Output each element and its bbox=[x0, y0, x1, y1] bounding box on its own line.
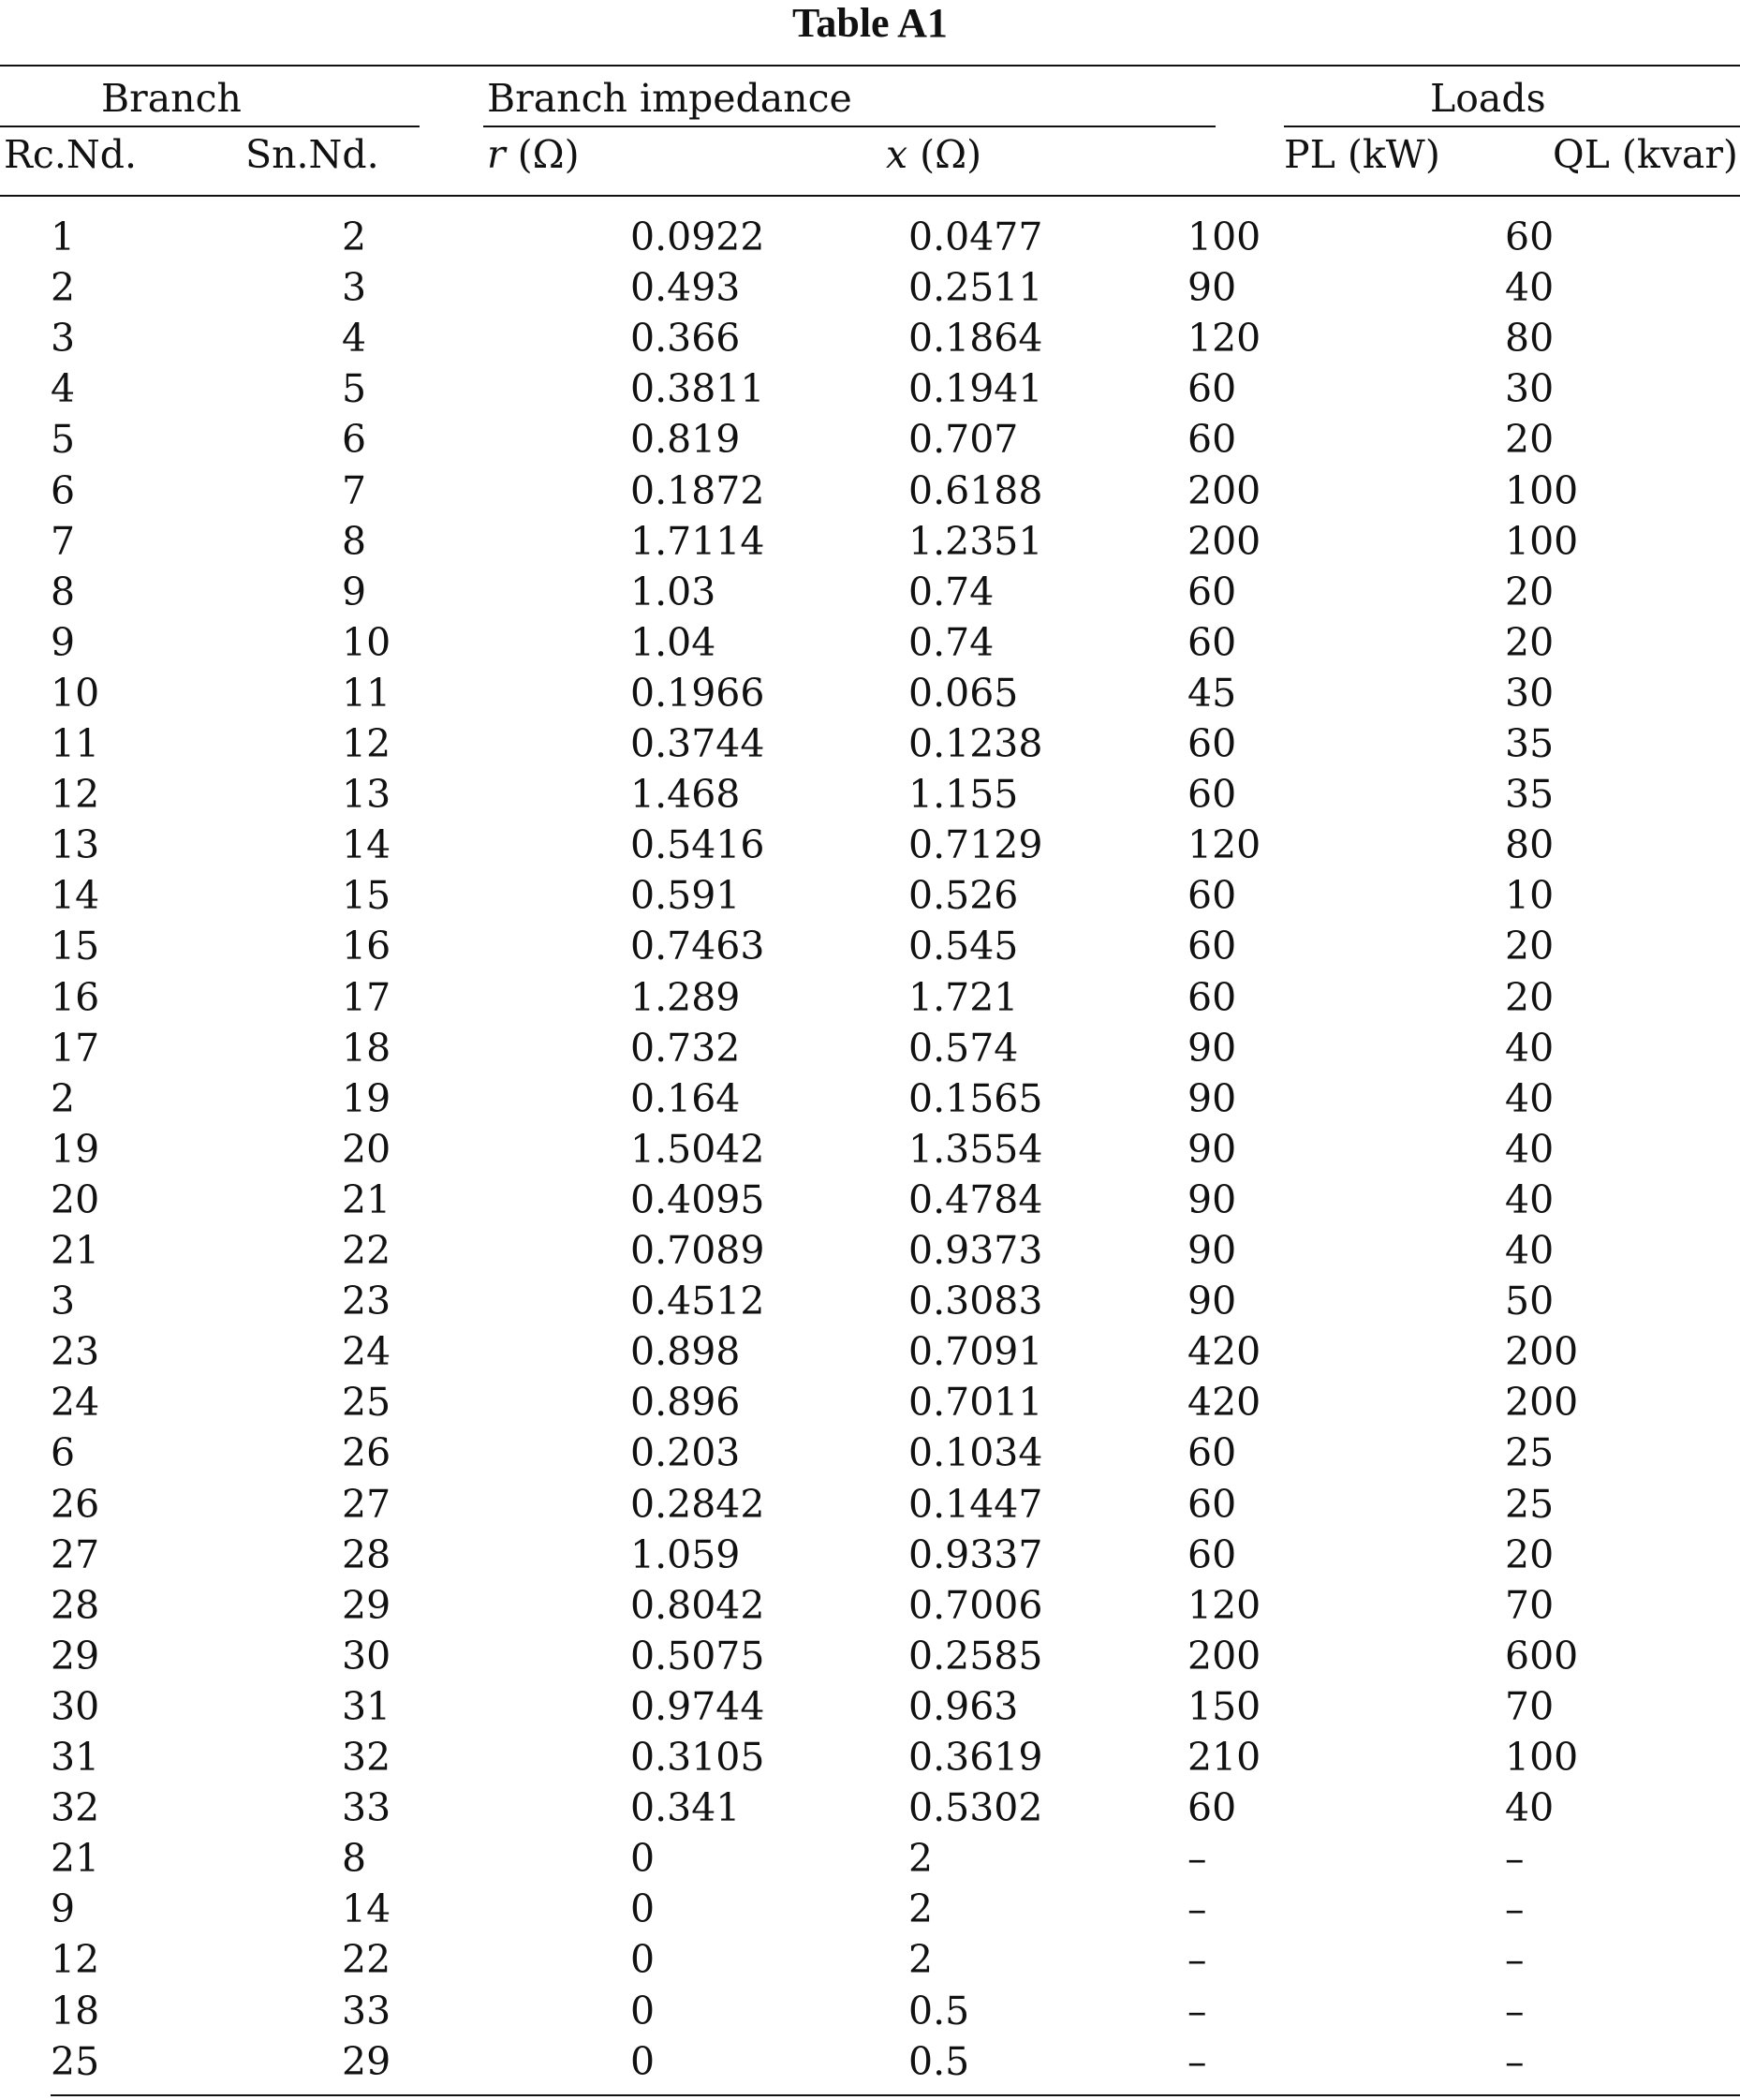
table-row bbox=[0, 820, 1740, 870]
resistance-cell: 0.3105 bbox=[630, 1735, 765, 1780]
reactive-load-cell: 30 bbox=[1505, 366, 1555, 411]
resistance-header bbox=[487, 131, 580, 178]
reactance-cell: 0.5 bbox=[908, 2039, 970, 2084]
reactance-cell: 0.1034 bbox=[908, 1430, 1043, 1475]
sending-node-cell: 31 bbox=[342, 1684, 391, 1729]
table-row bbox=[0, 1631, 1740, 1681]
active-load-cell: 90 bbox=[1187, 1177, 1237, 1222]
sending-node-cell: 4 bbox=[342, 316, 367, 361]
active-load-cell: 120 bbox=[1187, 316, 1261, 361]
impedance-group-header: Branch impedance bbox=[487, 76, 852, 121]
table-row bbox=[0, 363, 1740, 414]
reactive-load-cell: 20 bbox=[1505, 417, 1555, 462]
resistance-cell: 0.5075 bbox=[630, 1634, 765, 1679]
resistance-cell: 0.7089 bbox=[630, 1228, 765, 1273]
reactive-load-cell: 200 bbox=[1505, 1380, 1579, 1425]
table-row bbox=[0, 1681, 1740, 1732]
active-load-cell: 60 bbox=[1187, 975, 1237, 1020]
sending-node-cell: 17 bbox=[342, 975, 391, 1020]
branch-group-rule bbox=[0, 126, 420, 127]
reactance-cell: 0.3083 bbox=[908, 1279, 1043, 1324]
resistance-cell: 0.3744 bbox=[630, 721, 765, 766]
receiving-node-cell: 29 bbox=[51, 1634, 100, 1679]
reactance-cell: 0.6188 bbox=[908, 468, 1043, 513]
resistance-cell: 0.591 bbox=[630, 873, 741, 918]
reactance-cell: 0.2511 bbox=[908, 265, 1043, 310]
active-load-cell: 90 bbox=[1187, 1076, 1237, 1121]
table-row bbox=[0, 1986, 1740, 2036]
receiving-node-cell: 15 bbox=[51, 924, 100, 969]
active-load-cell: 90 bbox=[1187, 265, 1237, 310]
reactance-cell: 0.1447 bbox=[908, 1482, 1043, 1527]
active-load-cell: 60 bbox=[1187, 1482, 1237, 1527]
sending-node-cell: 19 bbox=[342, 1076, 391, 1121]
active-load-cell: 60 bbox=[1187, 721, 1237, 766]
receiving-node-cell: 12 bbox=[51, 772, 100, 817]
reactance-cell: 0.5302 bbox=[908, 1785, 1043, 1830]
reactive-load-cell: 35 bbox=[1505, 721, 1555, 766]
reactance-cell: 0.9373 bbox=[908, 1228, 1043, 1273]
receiving-node-cell: 6 bbox=[51, 1430, 76, 1475]
sending-node-cell: 8 bbox=[342, 519, 367, 564]
active-load-cell: 45 bbox=[1187, 671, 1237, 716]
sending-node-cell: 11 bbox=[342, 671, 391, 716]
table-row bbox=[0, 1124, 1740, 1175]
reactance-cell: 2 bbox=[908, 1836, 934, 1881]
receiving-node-cell: 23 bbox=[51, 1329, 100, 1374]
resistance-cell: 0.732 bbox=[630, 1026, 741, 1071]
reactance-cell: 0.7129 bbox=[908, 822, 1043, 867]
resistance-cell: 1.468 bbox=[630, 772, 741, 817]
active-load-cell: 200 bbox=[1187, 468, 1261, 513]
table-row bbox=[0, 1934, 1740, 1985]
table-row bbox=[0, 212, 1740, 262]
active-load-cell: 150 bbox=[1187, 1684, 1261, 1729]
active-load-cell: 200 bbox=[1187, 519, 1261, 564]
receiving-node-cell: 13 bbox=[51, 822, 100, 867]
table-row bbox=[0, 1175, 1740, 1225]
resistance-symbol: r bbox=[487, 132, 506, 177]
reactive-load-cell: 100 bbox=[1505, 468, 1579, 513]
reactance-cell: 0.5 bbox=[908, 1989, 970, 2033]
sending-node-cell: 33 bbox=[342, 1785, 391, 1830]
reactance-cell: 1.155 bbox=[908, 772, 1019, 817]
resistance-cell: 1.289 bbox=[630, 975, 741, 1020]
reactance-cell: 0.0477 bbox=[908, 214, 1043, 259]
sending-node-cell: 14 bbox=[342, 1886, 391, 1931]
reactive-load-cell: 200 bbox=[1505, 1329, 1579, 1374]
loads-group-rule bbox=[1284, 126, 1740, 127]
sending-node-cell: 26 bbox=[342, 1430, 391, 1475]
sending-node-cell: 10 bbox=[342, 620, 391, 665]
sending-node-cell: 27 bbox=[342, 1482, 391, 1527]
reactive-load-cell: 40 bbox=[1505, 265, 1555, 310]
reactance-cell: 0.9337 bbox=[908, 1532, 1043, 1577]
reactive-load-cell: 40 bbox=[1505, 1785, 1555, 1830]
reactive-load-cell: 60 bbox=[1505, 214, 1555, 259]
sending-node-cell: 8 bbox=[342, 1836, 367, 1881]
active-load-cell: 60 bbox=[1187, 569, 1237, 614]
sending-node-cell: 5 bbox=[342, 366, 367, 411]
sending-node-cell: 14 bbox=[342, 822, 391, 867]
receiving-node-cell: 21 bbox=[51, 1836, 100, 1881]
reactive-load-cell: – bbox=[1505, 2039, 1525, 2084]
reactance-cell: 0.065 bbox=[908, 671, 1019, 716]
reactance-cell: 0.2585 bbox=[908, 1634, 1043, 1679]
receiving-node-cell: 24 bbox=[51, 1380, 100, 1425]
sending-node-cell: 2 bbox=[342, 214, 367, 259]
reactance-cell: 0.74 bbox=[908, 620, 995, 665]
active-load-cell: 60 bbox=[1187, 620, 1237, 665]
resistance-cell: 1.059 bbox=[630, 1532, 741, 1577]
receiving-node-cell: 30 bbox=[51, 1684, 100, 1729]
reactance-cell: 0.4784 bbox=[908, 1177, 1043, 1222]
reactive-load-cell: 40 bbox=[1505, 1228, 1555, 1273]
reactance-cell: 0.7011 bbox=[908, 1380, 1043, 1425]
receiving-node-cell: 9 bbox=[51, 1886, 76, 1931]
resistance-unit: (Ω) bbox=[517, 132, 580, 177]
active-load-cell: 60 bbox=[1187, 924, 1237, 969]
reactive-load-cell: 20 bbox=[1505, 975, 1555, 1020]
sn-node-header: Sn.Nd. bbox=[245, 132, 379, 177]
active-load-cell: – bbox=[1187, 1836, 1207, 1881]
sending-node-cell: 9 bbox=[342, 569, 367, 614]
table-row bbox=[0, 1580, 1740, 1631]
reactance-cell: 2 bbox=[908, 1937, 934, 1982]
reactive-load-cell: 20 bbox=[1505, 1532, 1555, 1577]
resistance-cell: 0.9744 bbox=[630, 1684, 765, 1729]
active-load-cell: – bbox=[1187, 1937, 1207, 1982]
reactance-cell: 0.7091 bbox=[908, 1329, 1043, 1374]
receiving-node-cell: 4 bbox=[51, 366, 76, 411]
table-row bbox=[0, 2036, 1740, 2087]
receiving-node-cell: 11 bbox=[51, 721, 100, 766]
active-load-cell: 60 bbox=[1187, 873, 1237, 918]
table-row bbox=[0, 567, 1740, 617]
resistance-cell: 1.7114 bbox=[630, 519, 765, 564]
receiving-node-cell: 5 bbox=[51, 417, 76, 462]
table-row bbox=[0, 1225, 1740, 1276]
reactance-cell: 0.1941 bbox=[908, 366, 1043, 411]
table-row bbox=[0, 769, 1740, 820]
receiving-node-cell: 25 bbox=[51, 2039, 100, 2084]
header-bottom-rule bbox=[0, 195, 1740, 197]
reactive-load-cell: 40 bbox=[1505, 1177, 1555, 1222]
table-row bbox=[0, 414, 1740, 465]
active-load-cell: 60 bbox=[1187, 417, 1237, 462]
sending-node-cell: 3 bbox=[342, 265, 367, 310]
reactive-load-cell: 25 bbox=[1505, 1482, 1555, 1527]
branch-group-header: Branch bbox=[101, 76, 242, 121]
resistance-cell: 0.3811 bbox=[630, 366, 765, 411]
reactance-symbol: x bbox=[886, 132, 908, 177]
reactive-load-cell: 80 bbox=[1505, 316, 1555, 361]
table-row bbox=[0, 1073, 1740, 1124]
table-row bbox=[0, 1023, 1740, 1073]
reactance-cell: 0.7006 bbox=[908, 1583, 1043, 1628]
receiving-node-cell: 10 bbox=[51, 671, 100, 716]
rc-node-header: Rc.Nd. bbox=[4, 132, 138, 177]
table-title: Table A1 bbox=[792, 0, 948, 46]
reactance-cell: 0.1864 bbox=[908, 316, 1043, 361]
active-load-cell: 200 bbox=[1187, 1634, 1261, 1679]
sending-node-cell: 23 bbox=[342, 1279, 391, 1324]
receiving-node-cell: 14 bbox=[51, 873, 100, 918]
sending-node-cell: 33 bbox=[342, 1989, 391, 2033]
resistance-cell: 1.5042 bbox=[630, 1127, 765, 1172]
active-load-cell: 420 bbox=[1187, 1329, 1261, 1374]
reactance-cell: 0.1565 bbox=[908, 1076, 1043, 1121]
reactive-load-cell: 600 bbox=[1505, 1634, 1579, 1679]
sending-node-cell: 20 bbox=[342, 1127, 391, 1172]
resistance-cell: 1.03 bbox=[630, 569, 716, 614]
reactive-load-cell: 70 bbox=[1505, 1583, 1555, 1628]
sending-node-cell: 22 bbox=[342, 1228, 391, 1273]
resistance-cell: 0.896 bbox=[630, 1380, 741, 1425]
active-load-cell: 120 bbox=[1187, 822, 1261, 867]
sending-node-cell: 22 bbox=[342, 1937, 391, 1982]
receiving-node-cell: 12 bbox=[51, 1937, 100, 1982]
table-row bbox=[0, 1530, 1740, 1580]
table-row bbox=[0, 1782, 1740, 1833]
resistance-cell: 0.7463 bbox=[630, 924, 765, 969]
resistance-cell: 0.2842 bbox=[630, 1482, 765, 1527]
reactance-cell: 0.963 bbox=[908, 1684, 1019, 1729]
resistance-cell: 0.4095 bbox=[630, 1177, 765, 1222]
sending-node-cell: 25 bbox=[342, 1380, 391, 1425]
table-row bbox=[0, 466, 1740, 516]
reactance-cell: 0.1238 bbox=[908, 721, 1043, 766]
bottom-rule bbox=[51, 2094, 1740, 2096]
active-load-cell: 420 bbox=[1187, 1380, 1261, 1425]
table-row bbox=[0, 1732, 1740, 1782]
receiving-node-cell: 7 bbox=[51, 519, 76, 564]
active-load-cell: – bbox=[1187, 1989, 1207, 2033]
sending-node-cell: 6 bbox=[342, 417, 367, 462]
sending-node-cell: 28 bbox=[342, 1532, 391, 1577]
table-row bbox=[0, 617, 1740, 668]
receiving-node-cell: 17 bbox=[51, 1026, 100, 1071]
sending-node-cell: 29 bbox=[342, 2039, 391, 2084]
table-row bbox=[0, 1377, 1740, 1427]
receiving-node-cell: 6 bbox=[51, 468, 76, 513]
resistance-cell: 0.8042 bbox=[630, 1583, 765, 1628]
reactance-header bbox=[886, 131, 981, 178]
reactive-load-cell: 40 bbox=[1505, 1076, 1555, 1121]
resistance-cell: 0.341 bbox=[630, 1785, 741, 1830]
table-row bbox=[0, 262, 1740, 313]
reactive-load-cell: 20 bbox=[1505, 620, 1555, 665]
table-row bbox=[0, 1427, 1740, 1478]
active-load-cell: 60 bbox=[1187, 772, 1237, 817]
reactive-load-cell: 70 bbox=[1505, 1684, 1555, 1729]
table-row bbox=[0, 1479, 1740, 1530]
resistance-cell: 0 bbox=[630, 1836, 656, 1881]
table-row bbox=[0, 1833, 1740, 1884]
table-row bbox=[0, 718, 1740, 769]
reactance-cell: 0.545 bbox=[908, 924, 1019, 969]
resistance-cell: 0.366 bbox=[630, 316, 741, 361]
receiving-node-cell: 8 bbox=[51, 569, 76, 614]
reactance-cell: 0.574 bbox=[908, 1026, 1019, 1071]
sending-node-cell: 24 bbox=[342, 1329, 391, 1374]
active-load-cell: – bbox=[1187, 2039, 1207, 2084]
reactive-load-cell: 25 bbox=[1505, 1430, 1555, 1475]
table-row bbox=[0, 1276, 1740, 1326]
reactive-load-cell: 10 bbox=[1505, 873, 1555, 918]
sending-node-cell: 13 bbox=[342, 772, 391, 817]
table-row bbox=[0, 870, 1740, 921]
reactive-load-cell: – bbox=[1505, 1989, 1525, 2033]
resistance-cell: 0 bbox=[630, 1989, 656, 2033]
receiving-node-cell: 2 bbox=[51, 265, 76, 310]
reactive-load-cell: 40 bbox=[1505, 1127, 1555, 1172]
active-load-cell: 90 bbox=[1187, 1026, 1237, 1071]
reactive-load-cell: – bbox=[1505, 1937, 1525, 1982]
table-row bbox=[0, 972, 1740, 1023]
receiving-node-cell: 31 bbox=[51, 1735, 100, 1780]
sending-node-cell: 29 bbox=[342, 1583, 391, 1628]
receiving-node-cell: 16 bbox=[51, 975, 100, 1020]
reactance-cell: 0.707 bbox=[908, 417, 1019, 462]
reactance-cell: 1.721 bbox=[908, 975, 1019, 1020]
receiving-node-cell: 1 bbox=[51, 214, 76, 259]
resistance-cell: 0.1872 bbox=[630, 468, 765, 513]
sending-node-cell: 12 bbox=[342, 721, 391, 766]
table-row bbox=[0, 516, 1740, 567]
impedance-group-rule bbox=[483, 126, 1216, 127]
active-load-cell: 60 bbox=[1187, 1430, 1237, 1475]
resistance-cell: 0.0922 bbox=[630, 214, 765, 259]
resistance-cell: 0.493 bbox=[630, 265, 741, 310]
reactance-cell: 1.2351 bbox=[908, 519, 1043, 564]
resistance-cell: 0.819 bbox=[630, 417, 741, 462]
receiving-node-cell: 2 bbox=[51, 1076, 76, 1121]
resistance-cell: 0.164 bbox=[630, 1076, 741, 1121]
resistance-cell: 0 bbox=[630, 1886, 656, 1931]
reactance-cell: 2 bbox=[908, 1886, 934, 1931]
resistance-cell: 0.898 bbox=[630, 1329, 741, 1374]
receiving-node-cell: 27 bbox=[51, 1532, 100, 1577]
reactive-load-cell: 30 bbox=[1505, 671, 1555, 716]
receiving-node-cell: 21 bbox=[51, 1228, 100, 1273]
reactive-load-cell: 20 bbox=[1505, 924, 1555, 969]
resistance-cell: 0 bbox=[630, 2039, 656, 2084]
table-row bbox=[0, 921, 1740, 971]
table-row bbox=[0, 1884, 1740, 1934]
receiving-node-cell: 19 bbox=[51, 1127, 100, 1172]
receiving-node-cell: 20 bbox=[51, 1177, 100, 1222]
reactive-load-cell: 50 bbox=[1505, 1279, 1555, 1324]
sending-node-cell: 15 bbox=[342, 873, 391, 918]
resistance-cell: 0.1966 bbox=[630, 671, 765, 716]
active-load-cell: – bbox=[1187, 1886, 1207, 1931]
sending-node-cell: 18 bbox=[342, 1026, 391, 1071]
active-load-cell: 210 bbox=[1187, 1735, 1261, 1780]
reactance-cell: 1.3554 bbox=[908, 1127, 1043, 1172]
sending-node-cell: 30 bbox=[342, 1634, 391, 1679]
reactive-load-cell: 20 bbox=[1505, 569, 1555, 614]
resistance-cell: 0.4512 bbox=[630, 1279, 765, 1324]
table-row bbox=[0, 668, 1740, 718]
receiving-node-cell: 32 bbox=[51, 1785, 100, 1830]
active-load-cell: 120 bbox=[1187, 1583, 1261, 1628]
reactance-cell: 0.526 bbox=[908, 873, 1019, 918]
active-load-cell: 60 bbox=[1187, 366, 1237, 411]
active-load-cell: 90 bbox=[1187, 1127, 1237, 1172]
active-load-cell: 100 bbox=[1187, 214, 1261, 259]
receiving-node-cell: 3 bbox=[51, 316, 76, 361]
resistance-cell: 0 bbox=[630, 1937, 656, 1982]
loads-group-header: Loads bbox=[1430, 76, 1546, 121]
reactance-cell: 0.3619 bbox=[908, 1735, 1043, 1780]
pl-header: PL (kW) bbox=[1284, 132, 1440, 177]
active-load-cell: 60 bbox=[1187, 1532, 1237, 1577]
reactive-load-cell: 80 bbox=[1505, 822, 1555, 867]
receiving-node-cell: 28 bbox=[51, 1583, 100, 1628]
resistance-cell: 0.203 bbox=[630, 1430, 741, 1475]
reactive-load-cell: 40 bbox=[1505, 1026, 1555, 1071]
reactance-unit: (Ω) bbox=[920, 132, 982, 177]
active-load-cell: 90 bbox=[1187, 1279, 1237, 1324]
receiving-node-cell: 9 bbox=[51, 620, 76, 665]
reactance-cell: 0.74 bbox=[908, 569, 995, 614]
receiving-node-cell: 26 bbox=[51, 1482, 100, 1527]
receiving-node-cell: 18 bbox=[51, 1989, 100, 2033]
resistance-cell: 1.04 bbox=[630, 620, 716, 665]
reactive-load-cell: – bbox=[1505, 1886, 1525, 1931]
table-row bbox=[0, 1326, 1740, 1377]
table-row bbox=[0, 313, 1740, 363]
top-rule bbox=[0, 65, 1740, 67]
sending-node-cell: 32 bbox=[342, 1735, 391, 1780]
reactive-load-cell: 100 bbox=[1505, 1735, 1579, 1780]
ql-header: QL (kvar) bbox=[1553, 132, 1738, 177]
active-load-cell: 60 bbox=[1187, 1785, 1237, 1830]
receiving-node-cell: 3 bbox=[51, 1279, 76, 1324]
active-load-cell: 90 bbox=[1187, 1228, 1237, 1273]
reactive-load-cell: 100 bbox=[1505, 519, 1579, 564]
reactive-load-cell: – bbox=[1505, 1836, 1525, 1881]
reactive-load-cell: 35 bbox=[1505, 772, 1555, 817]
sending-node-cell: 16 bbox=[342, 924, 391, 969]
sending-node-cell: 21 bbox=[342, 1177, 391, 1222]
resistance-cell: 0.5416 bbox=[630, 822, 765, 867]
sending-node-cell: 7 bbox=[342, 468, 367, 513]
